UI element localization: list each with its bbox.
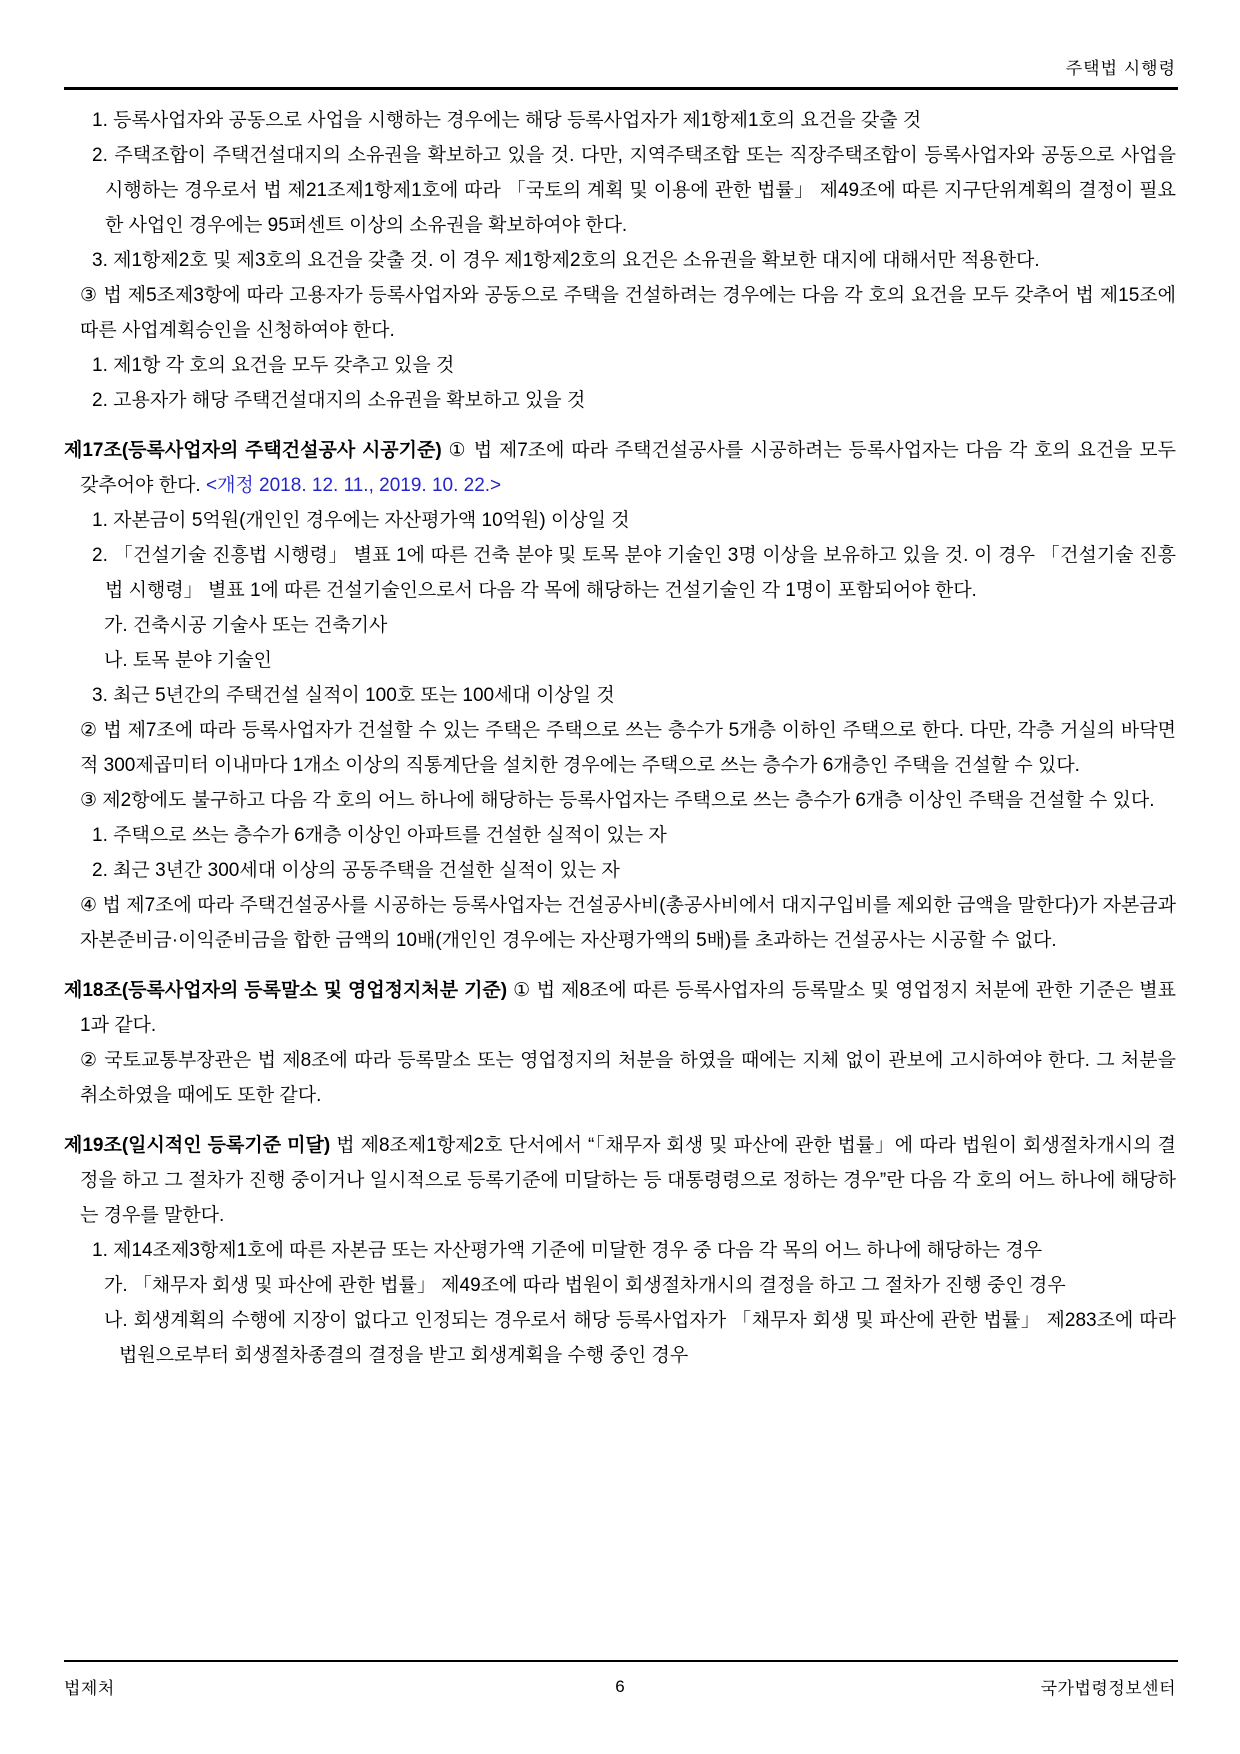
paragraph-text: 3. 최근 5년간의 주택건설 실적이 100호 또는 100세대 이상일 것 xyxy=(92,685,615,706)
paragraph-text: 나. 회생계획의 수행에 지장이 없다고 인정되는 경우로서 해당 등록사업자가 「채무자 회생 및 파산에 관한 법률」 제283조에 따라 법원으로부터 회생절차종결의 결정을 받고 회생계획을 수행 중인 경우 xyxy=(104,1310,1176,1366)
law-paragraph xyxy=(80,783,1176,818)
paragraph-text: 가. 「채무자 회생 및 파산에 관한 법률」 제49조에 따라 법원이 회생절차개시의 결정을 하고 그 절차가 진행 중인 경우 xyxy=(104,1275,1066,1296)
page-number: 6 xyxy=(615,1676,625,1696)
paragraph-text: 2. 고용자가 해당 주택건설대지의 소유권을 확보하고 있을 것 xyxy=(92,390,586,411)
law-paragraph xyxy=(92,503,1176,538)
law-paragraph xyxy=(92,243,1176,278)
paragraph-text: 2. 주택조합이 주택건설대지의 소유권을 확보하고 있을 것. 다만, 지역주택조합 또는 직장주택조합이 등록사업자와 공동으로 사업을 시행하는 경우로서 법 제21조제1항제1호에 따라 「국토의 계획 및 이용에 관한 법률」 제49조에 따른 지구단위계획의 결정이 필요한 사업인 경우에는 95퍼센트 이상의 소유권을 확보하여야 한다. xyxy=(92,145,1176,236)
law-paragraph xyxy=(104,1268,1176,1303)
paragraph-text: ① 법 제7조에 따라 주택건설공사를 시공하려는 등록사업자는 다음 각 호의 요건을 모두 갖추어야 한다. xyxy=(80,440,1177,496)
law-paragraph xyxy=(104,1303,1176,1373)
paragraph-text: 법 제8조제1항제2호 단서에서 “「채무자 회생 및 파산에 관한 법률」에 따라 법원이 회생절차개시의 결정을 하고 그 절차가 진행 중이거나 일시적으로 등록기준에 미달하는 등 대통령령으로 정하는 경우”란 다음 각 호의 어느 하나에 해당하는 경우를 말한다. xyxy=(80,1135,1176,1226)
law-paragraph xyxy=(104,643,1176,678)
law-paragraph xyxy=(92,103,1176,138)
law-paragraph xyxy=(92,538,1176,608)
paragraph-text: 2. 최근 3년간 300세대 이상의 공동주택을 건설한 실적이 있는 자 xyxy=(92,860,620,881)
law-paragraph xyxy=(104,608,1176,643)
paragraph-text: ④ 법 제7조에 따라 주택건설공사를 시공하는 등록사업자는 건설공사비(총공사비에서 대지구입비를 제외한 금액을 말한다)가 자본금과 자본준비금·이익준비금을 합한 금액의 10배(개인인 경우에는 자산평가액의 5배)를 초과하는 건설공사는 시공할 수 없다. xyxy=(80,895,1177,951)
law-paragraph xyxy=(92,678,1176,713)
document-title: 주택법 시행령 xyxy=(1065,59,1176,78)
paragraph-text: 가. 건축시공 기술사 또는 건축기사 xyxy=(104,615,388,636)
law-paragraph xyxy=(92,853,1176,888)
footer-divider xyxy=(64,1660,1178,1662)
article-title: 제19조(일시적인 등록기준 미달) xyxy=(64,1135,331,1156)
paragraph-text: ② 국토교통부장관은 법 제8조에 따라 등록말소 또는 영업정지의 처분을 하였을 때에는 지체 없이 관보에 고시하여야 한다. 그 처분을 취소하였을 때에도 또한 같다. xyxy=(80,1050,1176,1106)
paragraph-text: 1. 주택으로 쓰는 층수가 6개층 이상인 아파트를 건설한 실적이 있는 자 xyxy=(92,825,667,846)
document-body xyxy=(64,103,1176,1373)
law-paragraph xyxy=(92,138,1176,243)
article-paragraph xyxy=(64,433,1176,503)
footer-agency: 법제처 xyxy=(64,1679,115,1698)
footer-source: 국가법령정보센터 xyxy=(1040,1679,1177,1698)
paragraph-text: 1. 자본금이 5억원(개인인 경우에는 자산평가액 10억원) 이상일 것 xyxy=(92,510,630,531)
paragraph-text: ③ 제2항에도 불구하고 다음 각 호의 어느 하나에 해당하는 등록사업자는 주택으로 쓰는 층수가 6개층 이상인 주택을 건설할 수 있다. xyxy=(80,790,1155,811)
paragraph-text: 1. 등록사업자와 공동으로 사업을 시행하는 경우에는 해당 등록사업자가 제1항제1호의 요건을 갖출 것 xyxy=(92,110,922,131)
paragraph-text: ① 법 제8조에 따른 등록사업자의 등록말소 및 영업정지 처분에 관한 기준은 별표 1과 같다. xyxy=(80,980,1177,1036)
paragraph-text: 2. 「건설기술 진흥법 시행령」 별표 1에 따른 건축 분야 및 토목 분야 기술인 3명 이상을 보유하고 있을 것. 이 경우 「건설기술 진흥법 시행령」 별표 1에 따른 건설기술인으로서 다음 각 목에 해당하는 건설기술인 각 1명이 포함되어야 한다. xyxy=(92,545,1176,601)
law-paragraph xyxy=(92,383,1176,418)
law-paragraph xyxy=(80,1043,1176,1113)
law-paragraph xyxy=(80,713,1176,783)
law-paragraph xyxy=(92,818,1176,853)
law-paragraph xyxy=(92,348,1176,383)
law-paragraph xyxy=(80,278,1176,348)
paragraph-text: 나. 토목 분야 기술인 xyxy=(104,650,272,671)
article-paragraph xyxy=(64,1128,1176,1233)
amendment-note: <개정 2018. 12. 11., 2019. 10. 22.> xyxy=(205,475,502,496)
article-title: 제18조(등록사업자의 등록말소 및 영업정지처분 기준) xyxy=(64,980,508,1001)
paragraph-text: ③ 법 제5조제3항에 따라 고용자가 등록사업자와 공동으로 주택을 건설하려는 경우에는 다음 각 호의 요건을 모두 갖추어 법 제15조에 따른 사업계획승인을 신청하여야 한다. xyxy=(80,285,1176,341)
law-paragraph xyxy=(80,888,1176,958)
article-paragraph xyxy=(64,973,1176,1043)
paragraph-text: 1. 제1항 각 호의 요건을 모두 갖추고 있을 것 xyxy=(92,355,455,376)
page-footer xyxy=(64,1674,1176,1699)
paragraph-text: 3. 제1항제2호 및 제3호의 요건을 갖출 것. 이 경우 제1항제2호의 요건은 소유권을 확보한 대지에 대해서만 적용한다. xyxy=(92,250,1040,271)
header-divider xyxy=(64,87,1178,90)
article-title: 제17조(등록사업자의 주택건설공사 시공기준) xyxy=(64,440,442,461)
law-paragraph xyxy=(92,1233,1176,1268)
paragraph-text: 1. 제14조제3항제1호에 따른 자본금 또는 자산평가액 기준에 미달한 경우 중 다음 각 목의 어느 하나에 해당하는 경우 xyxy=(92,1240,1043,1261)
paragraph-text: ② 법 제7조에 따라 등록사업자가 건설할 수 있는 주택은 주택으로 쓰는 층수가 5개층 이하인 주택으로 한다. 다만, 각층 거실의 바닥면적 300제곱미터 이내마다 1개소 이상의 직통계단을 설치한 경우에는 주택으로 쓰는 층수가 6개층인 주택을 건설할 수 있다. xyxy=(80,720,1176,776)
